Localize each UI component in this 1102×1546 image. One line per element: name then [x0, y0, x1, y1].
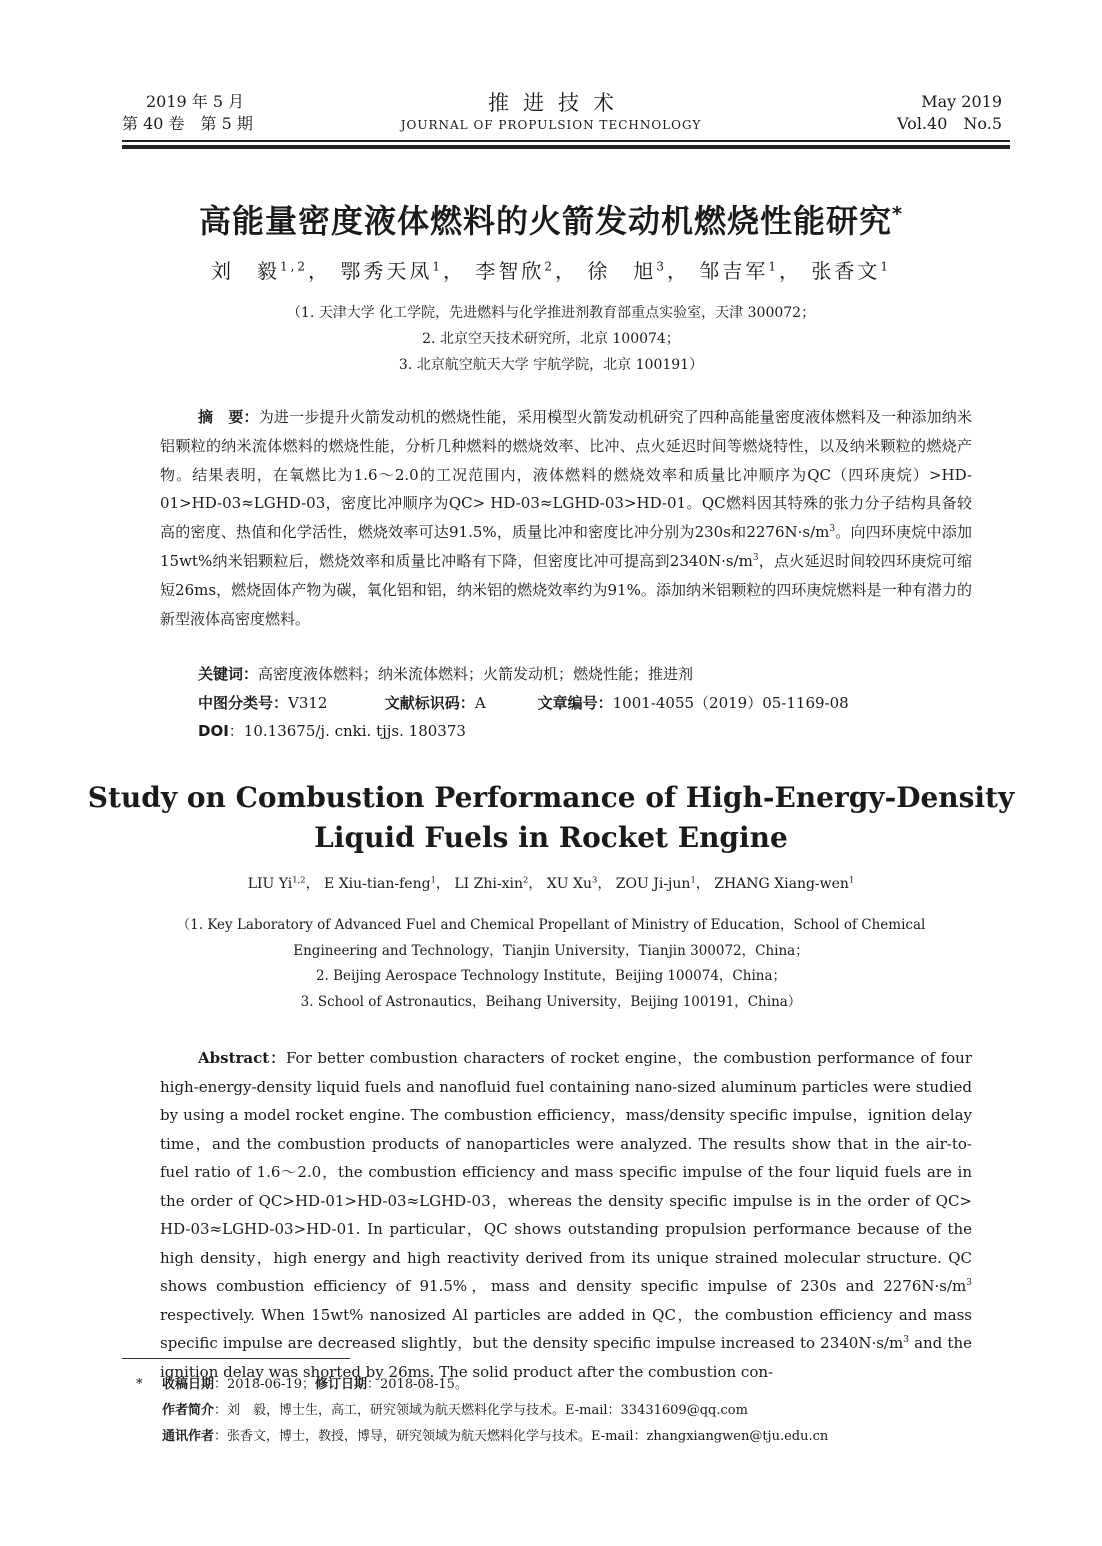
affiliation-line: （1. 天津大学 化工学院，先进燃料与化学推进剂教育部重点实验室，天津 300072； [286, 305, 816, 321]
doi-label: DOI [198, 722, 229, 740]
author-en-aff: 3 [591, 874, 598, 885]
affiliation-en-line: （1. Key Laboratory of Advanced Fuel and Chemical Propellant of Ministry of Education，School of Chemical [176, 917, 926, 933]
footnote-mark: * [136, 1377, 143, 1392]
received-date: ：2018-06-19； [214, 1377, 315, 1392]
corresponding-label: 通讯作者 [162, 1429, 215, 1444]
author-en-aff: 1,2 [292, 874, 306, 885]
header-date-cn: 2019 年 5 月 [146, 92, 245, 111]
author-cn: 刘 毅 [210, 259, 280, 283]
affiliation-en-line: Engineering and Technology，Tianjin University，Tianjin 300072，China； [293, 942, 809, 959]
revised-date: ：2018-08-15。 [367, 1377, 468, 1392]
author-en: XU Xu [546, 876, 592, 892]
author-en: LIU Yi [247, 876, 293, 892]
bio-label: 作者简介 [162, 1403, 215, 1418]
abstract-cn-paragraph [160, 403, 972, 633]
author-en-aff: 1 [430, 874, 436, 885]
metadata-block [198, 660, 849, 746]
doc-code-label: 文献标识码： [384, 693, 475, 712]
author-cn: 李智欣 [475, 259, 545, 283]
authors-en: LIU Yi$^{1,2}$， E Xiu-tian-feng$^1$， LI Zhi-xin$^2$， XU Xu$^3$， ZOU Ji-jun$^1$， ZHANG Xiang-wen$^1$ [247, 874, 855, 892]
author-cn: 张香文 [811, 259, 881, 283]
clc-value: V312 [288, 693, 328, 712]
footnotes [136, 1372, 828, 1450]
abstract-en-text: respectively. When 15wt% nanosized Al particles are added in QC，the combustion efficiency and mass specific impulse are decreased slightly，but the density specific impulse increased to 2340N·s/m [160, 1305, 972, 1352]
bio-text: ：刘 毅，博士生，高工，研究领域为航天燃料化学与技术。E-mail：33431609@qq.com [214, 1403, 748, 1418]
author-en-aff: 2 [522, 874, 529, 885]
abstract-en-text: For better combustion characters of rocket engine，the combustion performance of four high-energy-density liquid fuels and nanofluid fuel containing nano-sized aluminum particles were studied by using a model rocket engine. The combustion efficiency，mass/density specific impulse，ignition delay time，and the combustion products of nanoparticles were analyzed. The results show that in the air-to-fuel ratio of 1.6～2.0，the combustion efficiency and mass specific impulse of the four liquid fuels are in the order of QC>HD-01>HD-03≈LGHD-03，whereas the density specific impulse is in the order of QC> HD-03≈LGHD-03>HD-01. In particular，QC shows outstanding propulsion performance because of the high density，high energy and high reactivity derived from its unique strained molecular structure. QC shows combustion efficiency of 91.5%，mass and density specific impulse of 230s and 2276N·s/m [160, 1049, 972, 1295]
title-cn-footnote-mark: * [891, 202, 904, 226]
abstract-en-text: and the ignition delay was shorted by 26ms. The solid product after the combustion con- [160, 1334, 972, 1381]
abstract-cn-sup: 3 [829, 524, 836, 535]
keywords-text: 高密度液体燃料；纳米流体燃料；火箭发动机；燃烧性能；推进剂 [258, 665, 694, 683]
keywords-row [198, 660, 849, 689]
doi-row [198, 717, 849, 746]
abstract-en-sup: 3 [903, 1335, 909, 1345]
author-cn-aff: 1 [432, 259, 444, 274]
author-cn-aff: 1,2 [279, 259, 309, 274]
footnote-corresponding [136, 1424, 828, 1450]
affiliation-en-line: 3. School of Astronautics，Beihang University，Beijing 100191，China） [300, 993, 802, 1010]
author-cn: 鄂秀天凤 [340, 259, 433, 283]
classification-row [198, 689, 849, 718]
journal-name-cn: 推进技术 [488, 91, 628, 115]
abstract-en-label: Abstract： [198, 1049, 286, 1067]
author-en: LI Zhi-xin [454, 876, 523, 892]
title-en-line: Liquid Fuels in Rocket Engine [314, 821, 788, 854]
doi-value: ：10.13675/j. cnki. tjjs. 180373 [228, 722, 466, 740]
title-cn-text: 高能量密度液体燃料的火箭发动机燃烧性能研究 [198, 202, 892, 240]
abstract-cn [160, 403, 972, 633]
author-cn: 徐 旭 [587, 259, 657, 283]
footnote-received [136, 1372, 828, 1398]
paper-title-en [0, 778, 1102, 858]
author-en-aff: 1 [690, 874, 696, 885]
author-cn-aff: 2 [544, 259, 556, 274]
authors-cn: 刘 毅$^{1,2}$， 鄂秀天凤$^1$， 李智欣$^2$， 徐 旭$^3$， 邹吉军$^1$， 张香文$^1$ [210, 259, 892, 283]
author-en: ZOU Ji-jun [615, 876, 691, 892]
revised-label: 修订日期 [314, 1377, 367, 1392]
corresponding-text: ：张香文，博士，教授，博导，研究领域为航天燃料化学与技术。E-mail：zhangxiangwen@tju.edu.cn [214, 1429, 829, 1444]
clc-label: 中图分类号： [198, 693, 289, 712]
author-en-aff: 1 [848, 874, 855, 885]
affiliation-line: 2. 北京空天技术研究所，北京 100074； [422, 331, 680, 347]
affiliations-cn [0, 300, 1102, 378]
header-rule-thin [122, 140, 1010, 142]
author-cn-aff: 3 [656, 259, 668, 274]
abstract-en-paragraph [160, 1044, 972, 1386]
abstract-en-sup: 3 [966, 1278, 972, 1288]
abstract-cn-text: ，点火延迟时间较四环庚烷可缩短26ms，燃烧固体产物为碳，氧化铝和铝，纳米铝的燃烧效率约为91%。添加纳米铝颗粒的四环庚烷燃料是一种有潜力的新型液体高密度燃料。 [160, 551, 972, 628]
abstract-cn-text: 为进一步提升火箭发动机的燃烧性能，采用模型火箭发动机研究了四种高能量密度液体燃料及一种添加纳米铝颗粒的纳米流体燃料的燃烧性能，分析几种燃料的燃烧效率、比冲、点火延迟时间等燃烧特性，以及纳米颗粒的燃烧产物。结果表明，在氧燃比为1.6～2.0的工况范围内，液体燃料的燃烧效率和质量比冲顺序为QC（四环庚烷）>HD-01>HD-03≈LGHD-03，密度比冲顺序为QC> HD-03≈LGHD-03>HD-01。QC燃料因其特殊的张力分子结构具备较高的密度、热值和化学活性，燃烧效率可达91.5%，质量比冲和密度比冲分别为230s和2276N·s/m [160, 408, 972, 542]
abstract-cn-text: 。向四环庚烷中添加15wt%纳米铝颗粒后，燃烧效率和质量比冲略有下降，但密度比冲可提高到2340N·s/m [160, 523, 972, 570]
abstract-en [160, 1044, 972, 1386]
header-date-en: May 2019 [921, 92, 1002, 111]
footnote-rule [122, 1358, 350, 1359]
author-cn: 邹吉军 [699, 259, 769, 283]
author-cn-aff: 1 [768, 259, 780, 274]
abstract-cn-sup: 3 [752, 552, 759, 563]
received-label: 收稿日期 [162, 1377, 215, 1392]
affiliations-en [0, 913, 1102, 1015]
keywords-label: 关键词： [198, 665, 259, 683]
author-en: ZHANG Xiang-wen [714, 876, 849, 892]
footnote-bio [136, 1398, 828, 1424]
header-rule-thick [122, 145, 1010, 149]
header-volume-en: Vol.40 No.5 [897, 114, 1002, 133]
author-cn-aff: 1 [880, 259, 892, 274]
doc-code-value: A [474, 693, 486, 712]
journal-name-en: JOURNAL OF PROPULSION TECHNOLOGY [400, 118, 702, 132]
article-no-value: 1001-4055（2019）05-1169-08 [612, 693, 849, 712]
affiliation-en-line: 2. Beijing Aerospace Technology Institute，Beijing 100074，China； [315, 968, 787, 984]
paper-title-cn [0, 196, 1102, 242]
affiliation-line: 3. 北京航空航天大学 宇航学院，北京 100191） [398, 357, 704, 373]
article-no-label: 文章编号： [537, 693, 613, 712]
abstract-cn-label: 摘 要： [198, 408, 259, 426]
author-en: E Xiu-tian-feng [324, 876, 431, 892]
header-right [897, 91, 1002, 135]
title-en-line: Study on Combustion Performance of High-Energy-Density [87, 781, 1015, 814]
header-volume-cn: 第 40 卷 第 5 期 [122, 114, 253, 133]
